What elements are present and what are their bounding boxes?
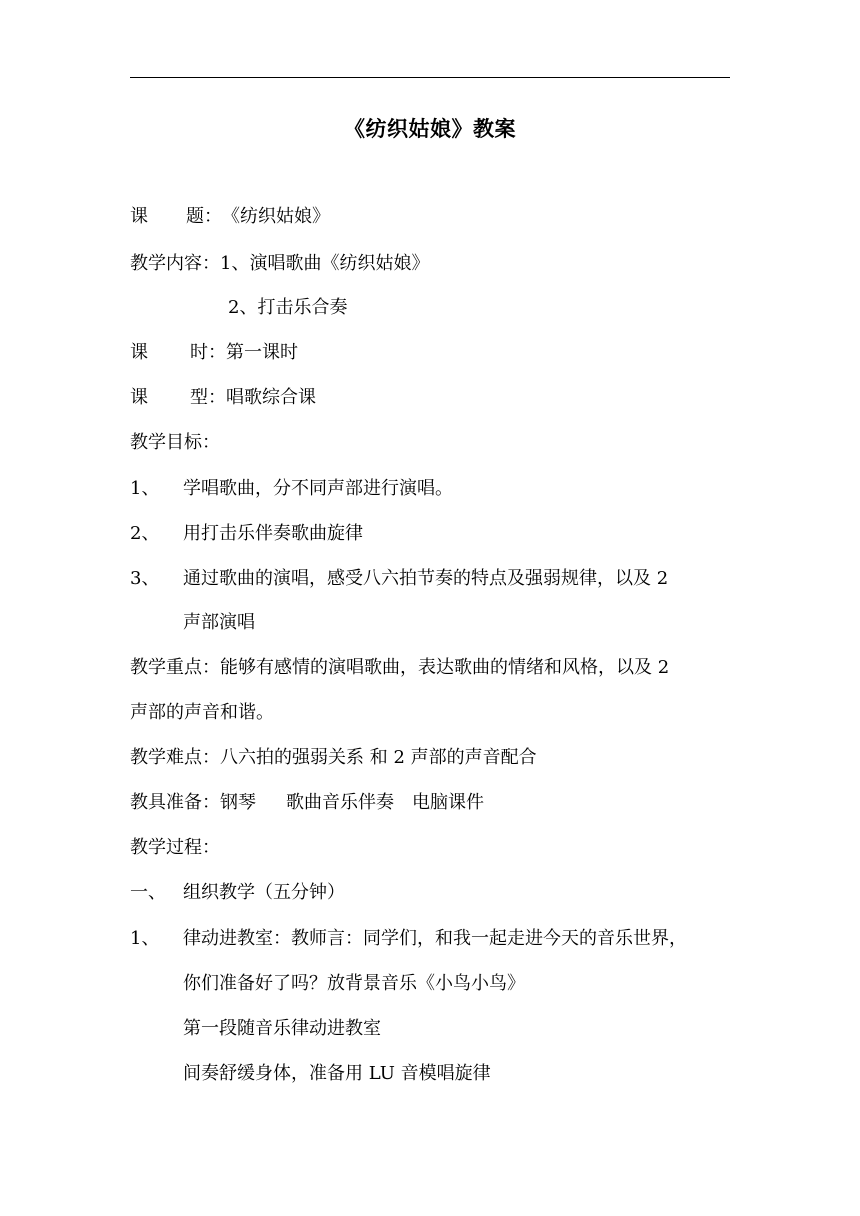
tools-line xyxy=(130,790,484,816)
type-value: 唱歌综合课 xyxy=(226,387,316,408)
key-points-line-2: 声部的声音和谐。 xyxy=(130,702,274,723)
course-label-b: 题： xyxy=(186,206,222,227)
step-1-line-2: 你们准备好了吗？放背景音乐《小鸟小鸟》 xyxy=(183,973,525,994)
type-label-b: 型： xyxy=(190,387,226,408)
key-points-line-1: 教学重点：能够有感情的演唱歌曲，表达歌曲的情绪和风格，以及 2 xyxy=(130,657,670,678)
goal-2-number: 2、 xyxy=(130,523,160,544)
goal-2-text: 用打击乐伴奏歌曲旋律 xyxy=(183,523,363,544)
time-label-a: 课 xyxy=(130,342,148,363)
goal-3-number: 3、 xyxy=(130,568,160,589)
class-hours-line xyxy=(130,340,298,366)
section-1-text: 组织教学（五分钟） xyxy=(183,882,345,903)
section-1-number: 一、 xyxy=(130,882,166,903)
process-label: 教学过程： xyxy=(130,837,220,858)
content-label: 教学内容： xyxy=(130,253,220,274)
course-topic-line xyxy=(130,204,330,230)
tool-courseware: 电脑课件 xyxy=(412,792,484,813)
header-rule xyxy=(130,77,730,78)
type-label-a: 课 xyxy=(130,387,148,408)
class-type-line xyxy=(130,385,316,411)
course-label-a: 课 xyxy=(130,206,148,227)
tools-label: 教具准备： xyxy=(130,792,220,813)
goals-label: 教学目标： xyxy=(130,432,220,453)
tool-piano: 钢琴 xyxy=(220,792,256,813)
content-item-2: 2、打击乐合奏 xyxy=(228,297,348,318)
goal-1-text: 学唱歌曲，分不同声部进行演唱。 xyxy=(183,478,453,499)
step-1-line-3: 第一段随音乐律动进教室 xyxy=(183,1018,381,1039)
content-item-1: 1、演唱歌曲《纺织姑娘》 xyxy=(220,253,430,274)
difficulty-line: 教学难点：八六拍的强弱关系 和 2 声部的声音配合 xyxy=(130,747,537,768)
time-value: 第一课时 xyxy=(226,342,298,363)
goal-3-text: 通过歌曲的演唱，感受八六拍节奏的特点及强弱规律，以及 2 xyxy=(183,568,669,589)
time-label-b: 时： xyxy=(190,342,226,363)
step-1-line-4: 间奏舒缓身体，准备用 LU 音模唱旋律 xyxy=(183,1063,491,1084)
document-title: 《纺织姑娘》教案 xyxy=(344,117,516,141)
step-1-line-1: 律动进教室：教师言：同学们，和我一起走进今天的音乐世界， xyxy=(183,928,687,949)
goal-3-continuation: 声部演唱 xyxy=(183,612,255,633)
step-1-number: 1、 xyxy=(130,928,160,949)
tool-accompaniment: 歌曲音乐伴奏 xyxy=(286,792,394,813)
course-value: 《纺织姑娘》 xyxy=(222,206,330,227)
goal-1-number: 1、 xyxy=(130,478,160,499)
teaching-content-line xyxy=(130,251,429,277)
